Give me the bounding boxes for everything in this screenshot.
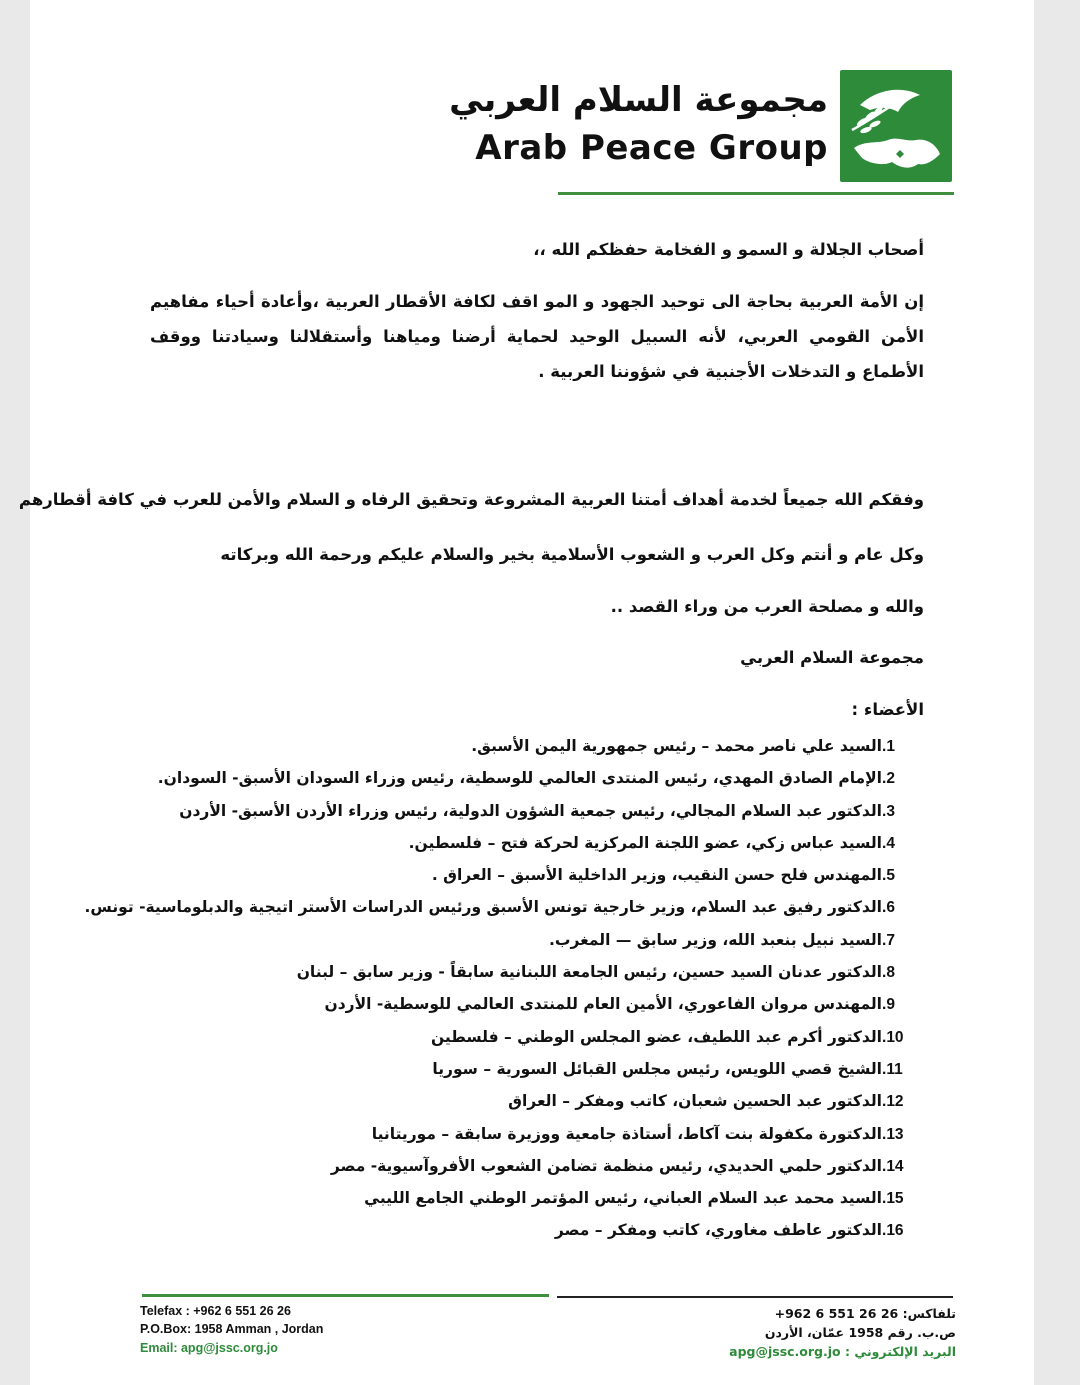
item-text: الدكتور أكرم عبد اللطيف، عضو المجلس الوطني – فلسطين bbox=[430, 1027, 882, 1046]
item-text: الدكتورة مكفولة بنت آكاط، أستاذة جامعية ووزيرة سابقة – موريتانيا bbox=[371, 1124, 882, 1143]
item-text: الدكتور رفيق عبد السلام، وزير خارجية تونس الأسبق ورئيس الدراسات الأستر اتيجية والدبلوماسية- تونس. bbox=[84, 898, 882, 917]
item-number: 4. bbox=[882, 834, 895, 852]
item-number: 12. bbox=[882, 1093, 904, 1111]
list-item bbox=[144, 1182, 924, 1214]
intro-paragraph: إن الأمة العربية بحاجة الى توحيد الجهود و المو اقف لكافة الأقطار العربية ،وأعادة أحياء مفاهيم الأمن القومي العربي، لأنه السبيل الوحيد لحماية أرضنا ومياهنا وأستقلالنا وسيادتنا ووقف الأطماع و التدخلات الأجنبية في شؤوننا العربية . bbox=[150, 292, 924, 381]
members-list bbox=[84, 730, 924, 1247]
letter-page bbox=[18, 0, 1034, 1385]
list-item bbox=[144, 730, 924, 762]
item-text: الإمام الصادق المهدي، رئيس المنتدى العالمي للوسطية، رئيس وزراء السودان الأسبق- السودان. bbox=[157, 769, 882, 788]
item-number: 9. bbox=[882, 996, 895, 1014]
item-number: 5. bbox=[882, 867, 895, 885]
letterhead bbox=[30, 0, 1034, 200]
item-number: 2. bbox=[882, 770, 895, 788]
footer-telefax-en: Telefax : +962 6 551 26 26 bbox=[140, 1304, 291, 1318]
closing-line: والله و مصلحة العرب من وراء القصد .. bbox=[610, 597, 924, 616]
list-item bbox=[144, 1085, 924, 1117]
item-number: 14. bbox=[882, 1157, 904, 1175]
item-text: الدكتور عبد السلام المجالي، رئيس جمعية الشؤون الدولية، رئيس وزراء الأردن الأسبق- الأردن bbox=[179, 801, 882, 820]
list-item bbox=[144, 1021, 924, 1053]
item-text: الدكتور عدنان السيد حسين، رئيس الجامعة اللبنانية سابقاً - وزير سابق – لبنان bbox=[296, 963, 882, 982]
wishes-line-1: وفقكم الله جميعاً لخدمة أهداف أمتنا العربية المشروعة وتحقيق الرفاه و السلام والأمن للعرب في كافة أقطارهم bbox=[18, 490, 924, 509]
footer-telefax-ar: تلفاكس: 26 26 551 6 962+ bbox=[774, 1306, 956, 1321]
members-title: الأعضاء : bbox=[851, 700, 924, 719]
list-item bbox=[144, 795, 924, 827]
list-item bbox=[144, 1118, 924, 1150]
salutation: أصحاب الجلالة و السمو و الفخامة حفظكم الله ،، bbox=[533, 240, 924, 259]
organization-name-arabic: مجموعة السلام العربي bbox=[449, 80, 828, 120]
item-number: 3. bbox=[882, 802, 895, 820]
footer-email-ar[interactable]: البريد الإلكتروني : apg@jssc.org.jo bbox=[729, 1344, 956, 1359]
item-number: 11. bbox=[882, 1060, 903, 1078]
list-item bbox=[144, 827, 924, 859]
item-number: 8. bbox=[882, 964, 895, 982]
list-item bbox=[144, 988, 924, 1020]
header-divider bbox=[558, 192, 954, 195]
list-item bbox=[144, 859, 924, 891]
footer-pobox-en: P.O.Box: 1958 Amman , Jordan bbox=[140, 1322, 324, 1336]
wishes-line-2: وكل عام و أنتم وكل العرب و الشعوب الأسلامية بخير والسلام عليكم ورحمة الله وبركاته bbox=[220, 545, 924, 564]
organization-name-english: Arab Peace Group bbox=[475, 128, 828, 168]
item-number: 7. bbox=[882, 931, 895, 949]
footer-divider-black bbox=[557, 1296, 953, 1298]
item-text: السيد علي ناصر محمد – رئيس جمهورية اليمن الأسبق. bbox=[471, 737, 882, 755]
signature: مجموعة السلام العربي bbox=[740, 648, 924, 667]
item-number: 1. bbox=[882, 738, 895, 755]
list-item bbox=[84, 891, 924, 923]
item-text: السيد عباس زكي، عضو اللجنة المركزية لحركة فتح – فلسطين. bbox=[408, 833, 882, 852]
footer-divider-green bbox=[142, 1294, 549, 1297]
footer-email-en[interactable]: Email: apg@jssc.org.jo bbox=[140, 1341, 278, 1355]
item-number: 15. bbox=[882, 1190, 904, 1208]
list-item bbox=[144, 956, 924, 988]
list-item bbox=[144, 1150, 924, 1182]
item-text: المهندس مروان الفاعوري، الأمين العام للمنتدى العالمي للوسطية- الأردن bbox=[324, 995, 882, 1014]
item-text: السيد محمد عبد السلام العباني، رئيس المؤتمر الوطني الجامع الليبي bbox=[364, 1189, 882, 1208]
item-number: 16. bbox=[882, 1222, 904, 1240]
item-text: الدكتور عبد الحسين شعبان، كاتب ومفكر – العراق bbox=[508, 1092, 882, 1111]
list-item bbox=[144, 1214, 924, 1246]
item-number: 10. bbox=[882, 1028, 904, 1046]
item-text: الشيخ قصي اللويس، رئيس مجلس القبائل السورية – سوريا bbox=[432, 1059, 882, 1078]
item-text: السيد نبيل بنعبد الله، وزير سابق — المغرب. bbox=[549, 930, 882, 949]
list-item bbox=[144, 1053, 924, 1085]
item-text: الدكتور عاطف مغاوري، كاتب ومفكر – مصر bbox=[554, 1221, 882, 1240]
item-number: 6. bbox=[882, 899, 895, 917]
list-item bbox=[144, 924, 924, 956]
item-text: المهندس فلح حسن النقيب، وزير الداخلية الأسبق – العراق . bbox=[431, 866, 882, 885]
footer-pobox-ar: ص.ب. رقم 1958 عمّان، الأردن bbox=[764, 1325, 956, 1340]
list-item bbox=[144, 762, 924, 794]
item-number: 13. bbox=[882, 1125, 904, 1143]
item-text: الدكتور حلمي الحديدي، رئيس منظمة تضامن الشعوب الأفروآسيوية- مصر bbox=[330, 1156, 882, 1175]
dove-map-logo-icon bbox=[840, 70, 952, 182]
